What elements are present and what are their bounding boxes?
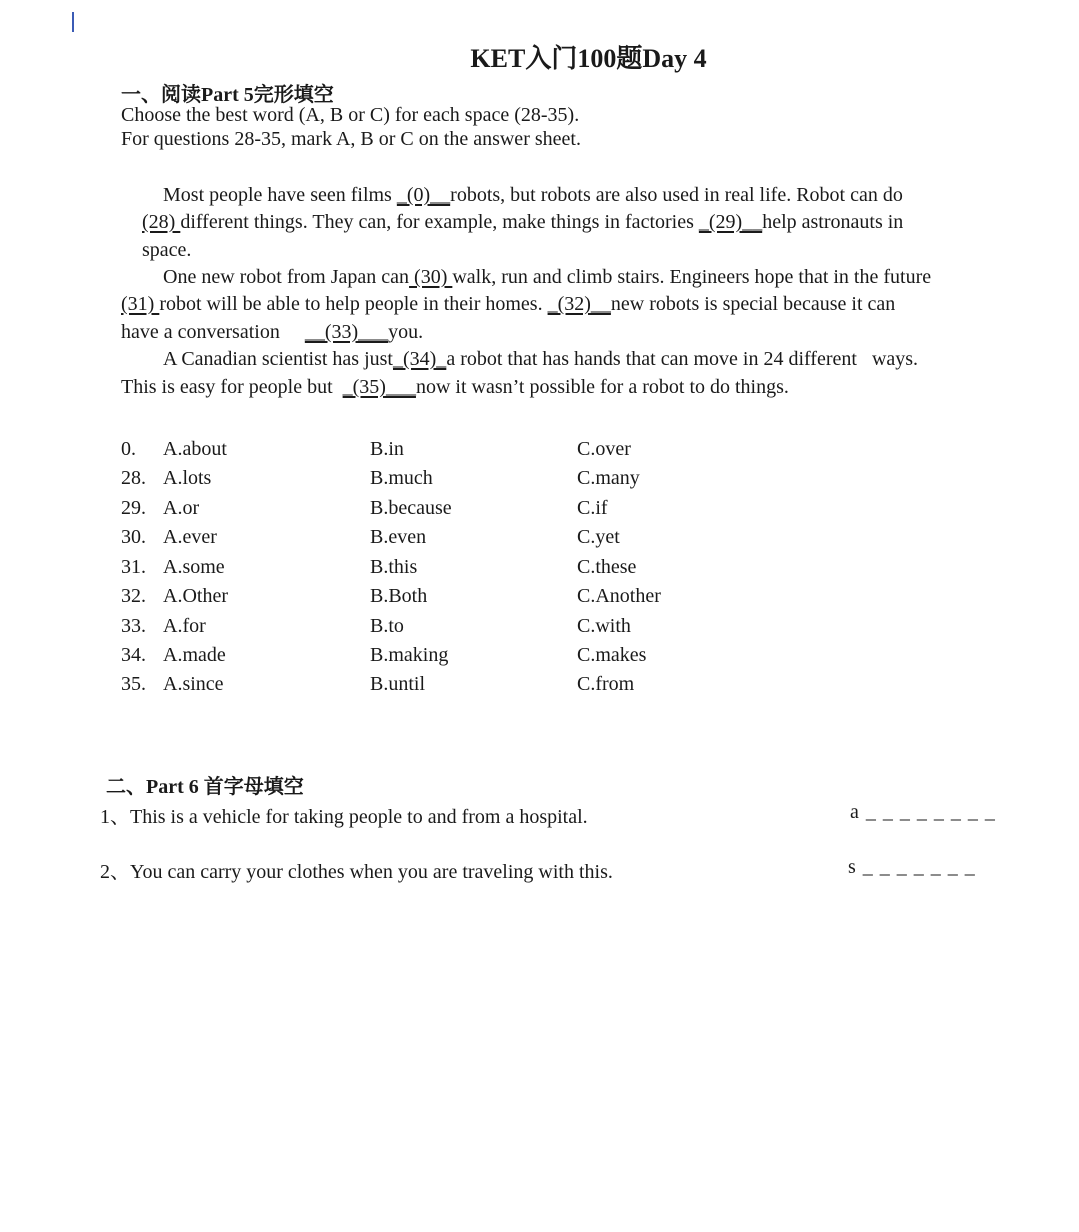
question-number: 0. — [121, 438, 136, 460]
part5-heading: 一、阅读Part 5完形填空 — [121, 84, 334, 106]
option-b: B.until — [370, 673, 426, 695]
option-b: B.because — [370, 497, 452, 519]
option-c: C.yet — [577, 526, 620, 548]
passage-line — [121, 376, 789, 399]
option-c: C.many — [577, 467, 640, 489]
option-a: A.ever — [163, 526, 217, 548]
blank-0: _(0)__ — [396, 184, 451, 206]
question-number: 32. — [121, 585, 146, 607]
passage-text: help astronauts in — [762, 211, 904, 233]
blank-31: (31) — [121, 293, 160, 315]
blank-29: _(29)__ — [698, 211, 763, 233]
passage-line — [163, 348, 918, 371]
passage-text: Most people have seen films — [163, 184, 397, 206]
passage-text: a robot that has hands that can move in 24 different ways. — [446, 348, 919, 370]
blank-34: _(34)_ — [392, 348, 447, 370]
part5-instruction-1: Choose the best word (A, B or C) for each space (28-35). — [121, 104, 580, 126]
option-b: B.much — [370, 467, 433, 489]
question-number: 35. — [121, 673, 146, 695]
option-a: A.or — [163, 497, 200, 519]
option-a: A.since — [163, 673, 224, 695]
part6-heading: 二、Part 6 首字母填空 — [106, 776, 304, 798]
part6-answer-blank-1: a _ _ _ _ _ _ _ _ — [850, 801, 996, 823]
blank-28: (28) — [142, 211, 181, 233]
option-b: B.in — [370, 438, 404, 460]
option-c: C.makes — [577, 644, 647, 666]
passage-text: This is easy for people but — [121, 376, 343, 398]
option-c: C.these — [577, 556, 637, 578]
option-c: C.over — [577, 438, 631, 460]
question-number: 30. — [121, 526, 146, 548]
blank-33: __(33)___ — [304, 321, 389, 343]
passage-line — [163, 184, 903, 207]
option-c: C.from — [577, 673, 635, 695]
option-a: A.lots — [163, 467, 212, 489]
option-c: C.with — [577, 615, 631, 637]
passage-text: robot will be able to help people in their homes. — [159, 293, 548, 315]
option-b: B.even — [370, 526, 427, 548]
option-c: C.if — [577, 497, 608, 519]
option-a: A.about — [163, 438, 227, 460]
passage-text: have a conversation — [121, 321, 305, 343]
option-a: A.some — [163, 556, 225, 578]
passage-text: new robots is special because it can — [610, 293, 896, 315]
option-b: B.Both — [370, 585, 428, 607]
part6-answer-blank-2: s _ _ _ _ _ _ _ — [848, 856, 976, 878]
page-title: KET入门100题Day 4 — [470, 44, 707, 73]
option-b: B.making — [370, 644, 449, 666]
option-b: B.to — [370, 615, 404, 637]
passage-line — [121, 293, 895, 316]
passage-text: robots, but robots are also used in real life. Robot can do — [450, 184, 903, 206]
blank-35: _(35)___ — [342, 376, 416, 398]
part5-instruction-2: For questions 28-35, mark A, B or C on the answer sheet. — [121, 128, 581, 150]
question-number: 29. — [121, 497, 146, 519]
passage-text: now it wasn’t possible for a robot to do things. — [415, 376, 789, 398]
option-c: C.Another — [577, 585, 661, 607]
passage-line — [121, 321, 423, 344]
passage-text: you. — [388, 321, 424, 343]
option-a: A.Other — [163, 585, 228, 607]
question-number: 31. — [121, 556, 146, 578]
question-number: 28. — [121, 467, 146, 489]
option-a: A.made — [163, 644, 226, 666]
text-cursor-mark — [72, 12, 74, 32]
passage-text: walk, run and climb stairs. Engineers hope that in the future — [452, 266, 932, 288]
blank-32: _(32)__ — [547, 293, 611, 315]
question-number: 33. — [121, 615, 146, 637]
passage-line — [163, 266, 931, 289]
passage-text: One new robot from Japan can — [163, 266, 410, 288]
passage-line: space. — [142, 239, 192, 261]
part6-question-1: 1、This is a vehicle for taking people to and from a hospital. — [100, 806, 588, 828]
option-b: B.this — [370, 556, 418, 578]
passage-line — [142, 211, 903, 234]
option-a: A.for — [163, 615, 206, 637]
blank-30: (30) — [409, 266, 453, 288]
part6-question-2: 2、You can carry your clothes when you are traveling with this. — [100, 861, 613, 883]
question-number: 34. — [121, 644, 146, 666]
passage-text: A Canadian scientist has just — [163, 348, 393, 370]
passage-text: different things. They can, for example, make things in factories — [180, 211, 699, 233]
